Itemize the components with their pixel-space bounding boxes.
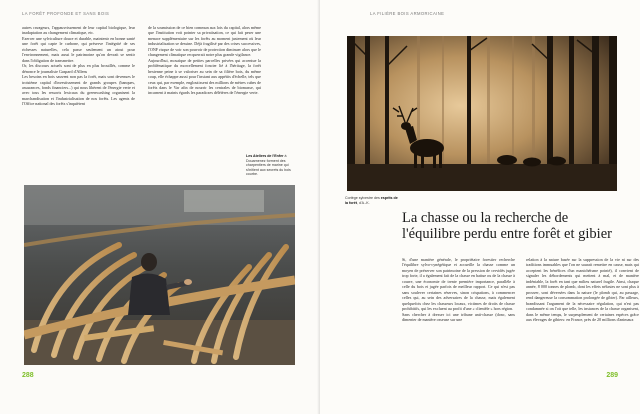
right-photo-caption	[345, 196, 400, 205]
caption-title: Les Ateliers de l'Enfer	[246, 154, 284, 158]
right-column-1	[402, 257, 515, 385]
text-run: (le plomb qui, au passage, rend dangereuse la consommation prolongée de gibier). Par ailleurs, brandissant l'argument de la nécessaire régulation, qui n'est pas condamnée si on l'oit que telle, les instances de la chasse organisent, dans le même temps, le surpeuplement de certaines espèces grâce aux élevages de gibiers	[526, 289, 639, 322]
forest-deer-photo	[347, 36, 617, 191]
paragraph: autres ravageurs, l'appauvrissement de leur capital biologique, leur inadaptation au changement climatique, etc.	[22, 25, 135, 36]
caption-text: Cortège sylvestre des	[345, 196, 380, 200]
left-column-2	[148, 25, 261, 175]
left-photo-caption	[246, 154, 298, 177]
left-page-number: 288	[22, 372, 34, 379]
boatbuilding-workshop-photo	[24, 185, 295, 365]
left-running-head: LA FORÊT PROFONDE ET SANS BOIS	[22, 11, 110, 16]
right-page-number: 289	[606, 372, 618, 379]
paragraph: Les besoins en bois sauvent non pas la forêt, mais sont devenues le troisième capital d'investissement de grands groupes (banques, assurances, fonds financiers...) qui nous libèrent de l'énergie verte et avec tous les ressorts lexicaux du greenwashing organisent la marchandisation et l'industrialisation de nos forêts. Les agents de l'Office national des forêts s'inquiètent	[22, 74, 135, 107]
caption-title: esprits de la forêt	[345, 196, 398, 205]
paragraph: de la soumission de ce bien commun aux lois du capital, alors même que l'institution voit pointer sa privatisation, ce qui fait peser une menace supplémentaire sur les forêts au moment justement où leur industrialisation se dessine. Déjà fragilisé par des crises successives, l'ONF risque de voir son pouvoir de protection diminuer alors que le changement climatique recquerrait notre plus grande vigilance.	[148, 25, 261, 58]
text-run: relation à la nature basée sur la suppression de la vie ni sur des traditions immuables que l'on ne saurait remettre en cause, mais qui acceptent les bénéfices d'un manichéisme pointé), il convient de signaler les débordements qui mettent à mal, et de manière indéniable, la forêt en tant que milieu naturel fragile. Ainsi, chaque année, 8 000 tonnes de plomb, dont les effets néfastes ne sont plus à prouver, sont déversées dans la nature	[526, 257, 639, 295]
right-running-head: LA FILIÈRE BOIS ARMORICAINE	[370, 11, 445, 16]
foggy-forest-image	[347, 36, 617, 191]
caption-suffix: , d'A.-K.	[356, 200, 370, 205]
text-run: : en France, près de 20 millions d'animaux	[564, 316, 634, 322]
right-column-2	[526, 257, 639, 385]
paragraph	[526, 257, 639, 322]
paragraph: Or, les discours actuels sont de plus en plus brouillés, comme le dénonce le journaliste Gaspard d'Allens	[22, 63, 135, 74]
paragraph: Aujourd'hui, mosaïque de petites parcelles privées qui accentue la problématique du morcellement foncier lié à l'héritage, la forêt hexienne peine à se valoriser au sein de sa filière bois, du même coup, elle échappe aussi pour l'instant aux appétits d'échelle, tels que ceux qui, par exemple, engloutissent des millions de mètres cubes de forêts dans le Var afin de nourrir les centrales de biomasse, qui incarnent à maints égards les paradoxes délétères de l'énergie verte.	[148, 57, 261, 96]
caption-text: à Douarnenez forment des charpentiers de marine qui s'initient aux secrets du bois courbe.	[246, 154, 291, 177]
paragraph: Si, d'une manière générale, le propriétaire forestier recherche l'équilibre sylvo-cynégétique et accueille la chasse comme un moyen de préserver son patrimoine de la pression de cervidés jugée trop forte, il a également fait de la chasse en battue ou de la chasse à courre, une économie de trente première importance, parallèle à celle du bois et jugée parfois de meilleur rapport. Ce qui n'est pas sans soulever certaines réserves, sinon crispations, à commencer celles qui, au sein des adversaires de la chasse, mais également quelquefois chez les chasseurs locaux, victimes de droits de chasse prohibitifs, qui les excluent au profit d'une « clientèle » hors région.	[402, 257, 515, 312]
paragraph: Exercer une sylviculture douce et durable, maintenir en bonne santé une forêt qui capte le carbone, qui préserve l'intégrité de ses richesses naturelles, cela passe seulement un atout pour l'environnement, mais aussi le patrimoine qu'on devrait se sentir dans l'obligation de transmettre.	[22, 35, 135, 63]
right-page	[320, 0, 640, 414]
paragraph: Sans chercher à dresser ici une tribune anti-chasse (donc, sans dimenter de manière osseuse sur une	[402, 311, 515, 322]
section-heading: La chasse ou la recherche de l'équilibre perdu entre forêt et gibier	[402, 210, 612, 242]
left-column-1	[22, 25, 135, 175]
workshop-image	[24, 185, 295, 365]
